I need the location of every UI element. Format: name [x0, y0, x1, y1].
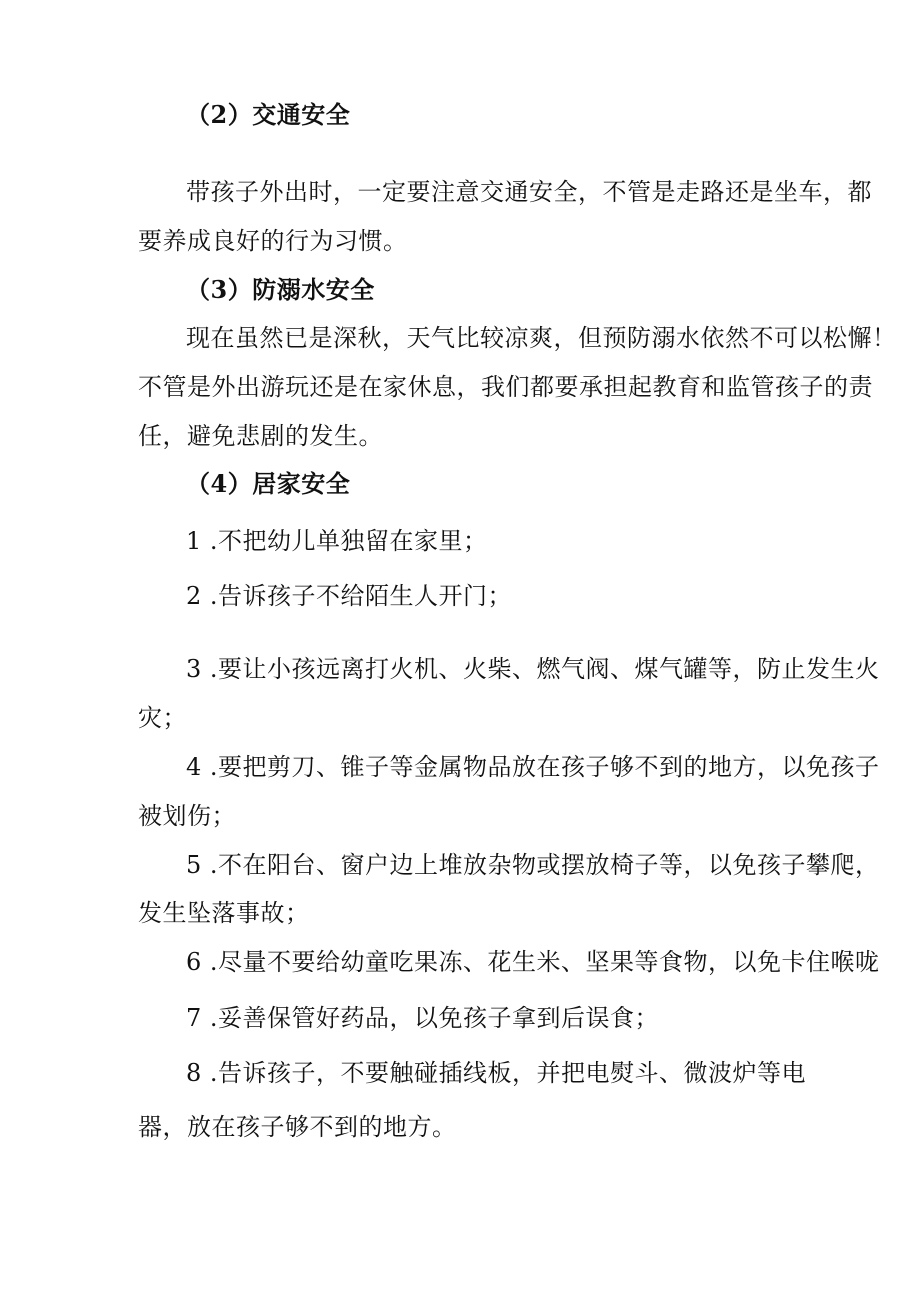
list-item-continuation: 发生坠落事故； — [138, 899, 310, 927]
section3-heading: （3）防溺水安全 — [186, 275, 375, 304]
list-item: 2 .告诉孩子不给陌生人开门； — [186, 582, 513, 610]
list-item: 8 .告诉孩子，不要触碰插线板，并把电熨斗、微波炉等电 — [186, 1059, 807, 1087]
list-item: 6 .尽量不要给幼童吃果冻、花生米、坚果等食物，以免卡住喉咙 — [186, 948, 880, 976]
section2-paragraph-line2: 要养成良好的行为习惯。 — [138, 227, 408, 255]
section4-heading: （4）居家安全 — [186, 469, 351, 498]
section3-paragraph-line3: 任，避免悲剧的发生。 — [138, 422, 383, 450]
list-item: 5 .不在阳台、窗户边上堆放杂物或摆放椅子等，以免孩子攀爬， — [186, 851, 880, 879]
list-item-continuation: 被划伤； — [138, 802, 236, 830]
list-item-continuation: 器，放在孩子够不到的地方。 — [138, 1113, 457, 1141]
list-item: 4 .要把剪刀、锥子等金属物品放在孩子够不到的地方，以免孩子 — [186, 753, 880, 781]
section2-heading: （2）交通安全 — [186, 100, 351, 129]
list-item: 3 .要让小孩远离打火机、火柴、燃气阀、煤气罐等，防止发生火 — [186, 655, 880, 683]
list-item: 7 .妥善保管好药品，以免孩子拿到后误食； — [186, 1004, 660, 1032]
list-item: 1 .不把幼儿单独留在家里； — [186, 527, 488, 555]
section3-paragraph-line1: 现在虽然已是深秋，天气比较凉爽，但预防溺水依然不可以松懈！ — [186, 324, 897, 352]
list-item-continuation: 灾； — [138, 704, 187, 732]
section3-paragraph-line2: 不管是外出游玩还是在家休息，我们都要承担起教育和监管孩子的责 — [138, 373, 873, 401]
section2-paragraph-line1: 带孩子外出时，一定要注意交通安全，不管是走路还是坐车，都 — [186, 178, 872, 206]
